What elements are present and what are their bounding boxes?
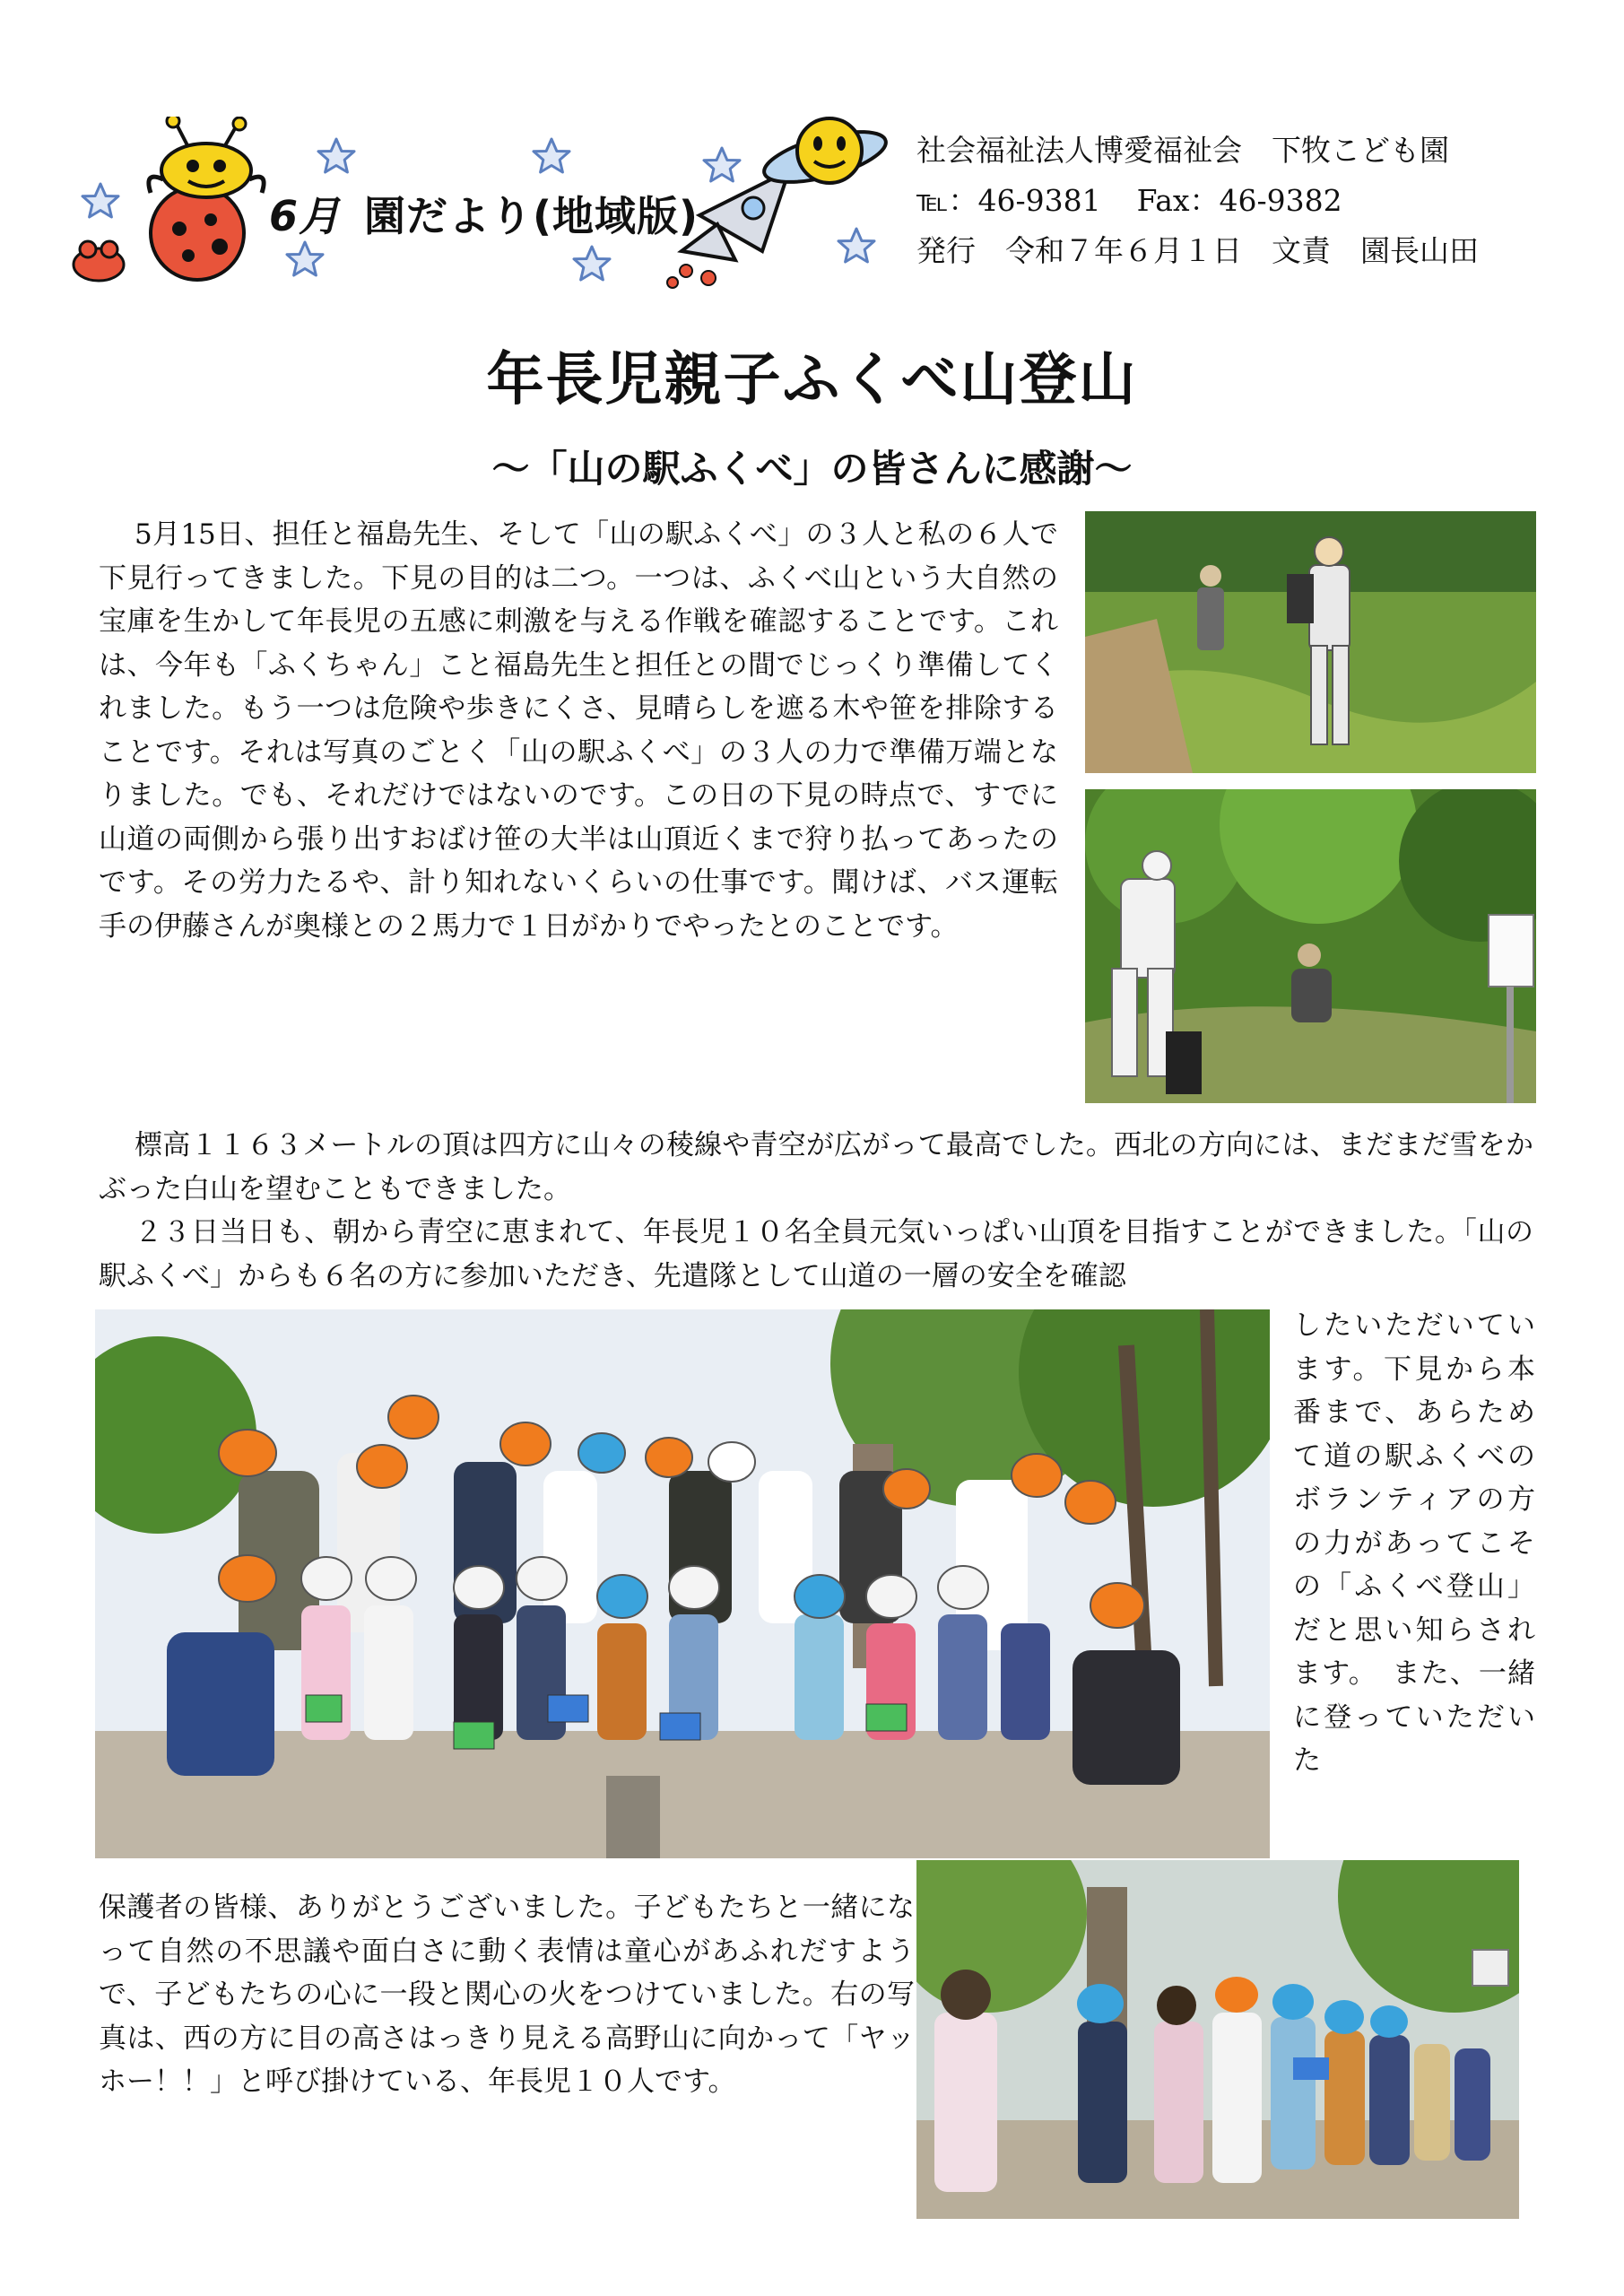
paragraph-volunteers: したいただいています。下見から本番まで、あらためて道の駅ふくべのボランティアの方の力があってこその「ふくべ登山」だと思い知らされます。 また、一緒に登っていただいた [1293,1309,1535,1777]
fax-number: Fax：46-9382 [1136,183,1342,218]
star-icon [704,148,740,181]
article-title: 年長児親子ふくべ山登山 [486,347,1138,413]
photo-image [95,1309,1270,1858]
star-icon [287,242,323,275]
paragraph-preview-visit: 5月15日、担任と福島先生、そして「山の駅ふくべ」の３人と私の６人で下見行ってきました。下見の目的は二つ。一つは、ふくべ山という大自然の宝庫を生かして年長児の五感に刺激を与える作戦を確認することです。これは、今年も「ふくちゃん」こと福島先生と担任との間でじっくり準備してくれました。もう一つは危険や歩きにくさ、見晴らしを遮る木や笹を排除することです。それは写真のごとく「山の駅ふくべ」の３人の力で準備万端となりました。でも、それだけではないのです。この日の下見の時点で、すでに山道の両側から張り出すおばけ笹の大半は山頂近くまで狩り払ってあったのです。その労力たるや、計り知れないくらいの仕事です。聞けば、バス運転手の伊藤さんが奥様との２馬力で１日がかりでやったとのことです。 [99,518,1058,943]
alien-mascot-icon [149,117,264,280]
telephone-number: ℡：46-9381 [916,183,1101,218]
star-icon [574,247,610,280]
bug-icon [74,241,124,281]
photo-image [1085,511,1536,773]
photo-volunteers-clearing-trail [1085,511,1536,773]
publisher-info [916,126,1598,276]
newsletter-name: 園だより(地域版) [364,192,699,240]
paragraph-summit-view [99,1124,1533,1298]
newsletter-title [269,184,699,243]
star-icon [534,139,569,172]
planet-icon [760,118,891,192]
paragraph-thanks-parents: 保護者の皆様、ありがとうございました。子どもたちと一緒になって自然の不思議や面白さに動く表情は童心があふれだすようで、子どもたちの心に一段と関心の火をつけていました。右の写真は、西の方に目の高さはっきり見える高野山に向かって「ヤッホー！！」と呼び掛けている、年長児１０人です。 [99,1892,915,2098]
photo-children-shouting-yahoo [916,1860,1519,2219]
photo-group-at-summit [95,1309,1270,1858]
star-icon [838,229,874,262]
star-icon [318,139,354,172]
photo-image [916,1860,1519,2219]
article-subtitle: ～「山の駅ふくべ」の皆さんに感謝～ [491,447,1133,491]
star-icon [83,184,118,217]
photo-image [1085,789,1536,1103]
organization-name: 社会福祉法人博愛福祉会 下牧こども園 [916,133,1449,168]
issue-info: 発行 令和７年６月１日 文責 園長山田 [916,233,1479,268]
contact-line [916,176,1598,226]
paragraph-climb-day: ２３日当日も、朝から青空に恵まれて、年長児１０名全員元気いっぱい山頂を目指すことができました。「山の駅ふくべ」からも６名の方に参加いただき、先遣隊として山道の一層の安全を確認 [99,1216,1533,1292]
issue-month: 6月 [269,192,342,240]
paragraph-summit: 標高１１６３メートルの頂は四方に山々の稜線や青空が広がって最高でした。西北の方向には、まだまだ雪をかぶった白山を望むこともできました。 [99,1129,1533,1205]
photo-volunteer-cutting-brush [1085,789,1536,1103]
